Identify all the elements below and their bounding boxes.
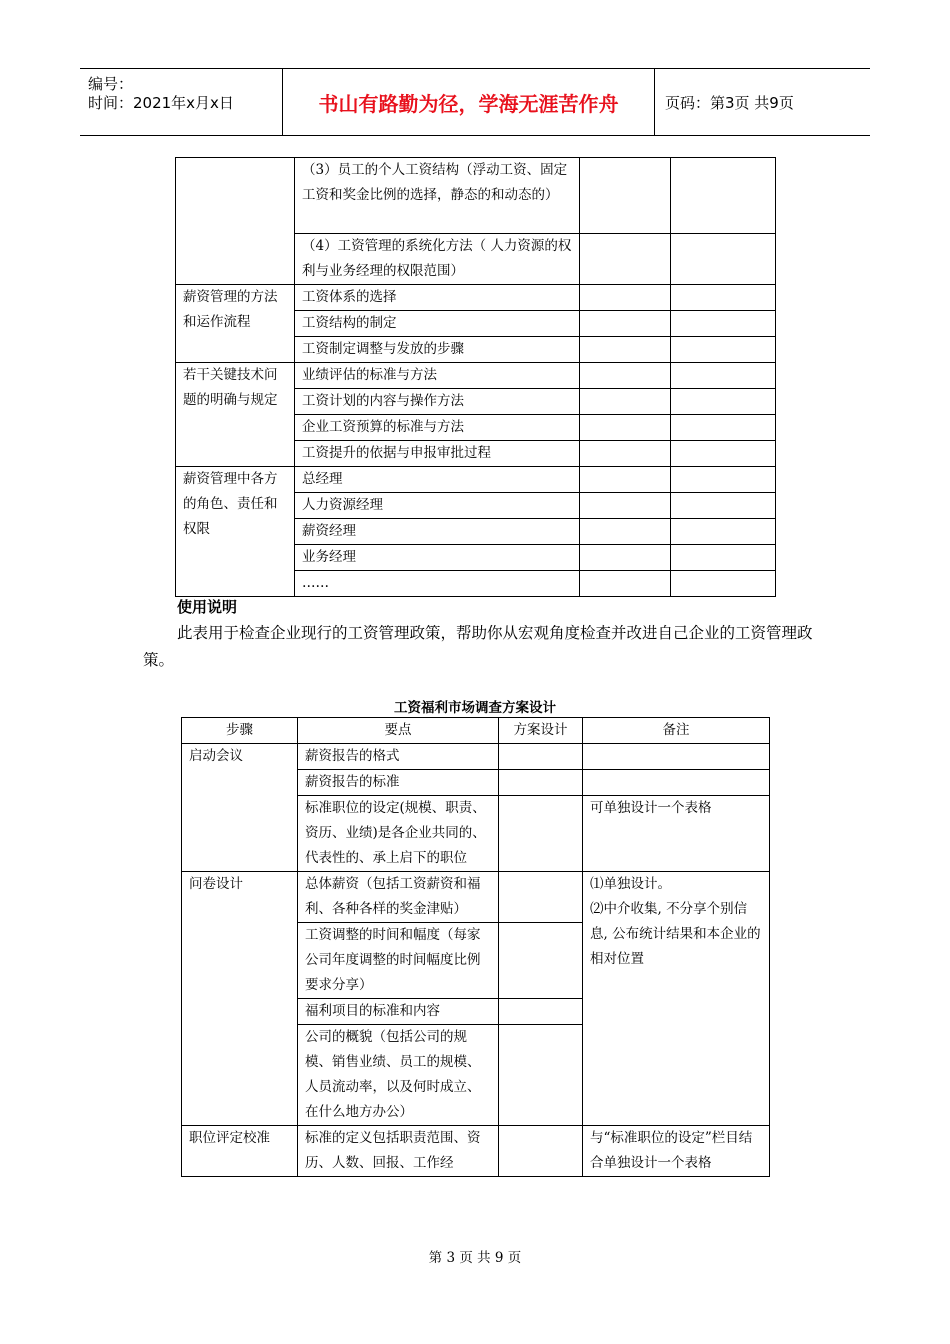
- empty-cell: [580, 415, 671, 441]
- point-cell: 总体薪资（包括工资薪资和福利、各种各样的奖金津贴）: [298, 872, 499, 923]
- item-cell: 工资结构的制定: [295, 311, 580, 337]
- item-cell: 业绩评估的标准与方法: [295, 363, 580, 389]
- table-row: [176, 285, 776, 311]
- empty-cell: [499, 1126, 583, 1177]
- table-row: [176, 158, 776, 234]
- empty-cell: [671, 545, 776, 571]
- item-cell: （4）工资管理的系统化方法（ 人力资源的权利与业务经理的权限范围）: [295, 234, 580, 285]
- survey-plan-table: [181, 717, 770, 1177]
- item-cell: 工资提升的依据与申报审批过程: [295, 441, 580, 467]
- empty-cell: [499, 796, 583, 872]
- empty-cell: [583, 770, 770, 796]
- empty-cell: [671, 337, 776, 363]
- empty-cell: [499, 872, 583, 923]
- survey-table-title: 工资福利市场调查方案设计: [394, 700, 556, 716]
- point-cell: 福利项目的标准和内容: [298, 999, 499, 1025]
- document-number-label: 编号：: [88, 75, 134, 93]
- page-header: [80, 68, 870, 136]
- empty-cell: [671, 441, 776, 467]
- empty-cell: [499, 999, 583, 1025]
- category-cell: [176, 158, 295, 285]
- empty-cell: [580, 441, 671, 467]
- column-header: 步骤: [182, 718, 298, 744]
- table-row: [176, 467, 776, 493]
- empty-cell: [580, 285, 671, 311]
- empty-cell: [499, 770, 583, 796]
- note-cell: [583, 872, 770, 1126]
- empty-cell: [671, 234, 776, 285]
- document-time-label: 时间：2021年x月x日: [88, 94, 234, 112]
- empty-cell: [671, 467, 776, 493]
- empty-cell: [499, 744, 583, 770]
- item-cell: ……: [295, 571, 580, 597]
- item-cell: 工资计划的内容与操作方法: [295, 389, 580, 415]
- empty-cell: [580, 519, 671, 545]
- table-row: [176, 363, 776, 389]
- step-cell: 职位评定校准: [182, 1126, 298, 1177]
- empty-cell: [580, 158, 671, 234]
- note-line: ⑴单独设计。: [590, 876, 671, 892]
- point-cell: 公司的概貌（包括公司的规模、销售业绩、员工的规模、人员流动率，以及何时成立、在什么地方办公）: [298, 1025, 499, 1126]
- step-cell: 问卷设计: [182, 872, 298, 1126]
- item-cell: 总经理: [295, 467, 580, 493]
- point-cell: 薪资报告的标准: [298, 770, 499, 796]
- empty-cell: [580, 545, 671, 571]
- usage-body: 此表用于检查企业现行的工资管理政策，帮助你从宏观角度检查并改进自己企业的工资管理政策。: [143, 624, 813, 669]
- table-row: [182, 744, 770, 770]
- empty-cell: [671, 311, 776, 337]
- empty-cell: [499, 923, 583, 999]
- item-cell: 薪资经理: [295, 519, 580, 545]
- note-cell: 可单独设计一个表格: [583, 796, 770, 872]
- empty-cell: [580, 389, 671, 415]
- empty-cell: [580, 337, 671, 363]
- point-cell: 标准的定义包括职责范围、资历、人数、回报、工作经: [298, 1126, 499, 1177]
- empty-cell: [671, 519, 776, 545]
- empty-cell: [580, 363, 671, 389]
- note-cell: 与“标准职位的设定”栏目结合单独设计一个表格: [583, 1126, 770, 1177]
- salary-policy-table: [175, 157, 776, 597]
- empty-cell: [671, 389, 776, 415]
- empty-cell: [671, 415, 776, 441]
- step-cell: 启动会议: [182, 744, 298, 872]
- usage-title: 使用说明: [177, 598, 238, 616]
- column-header: 要点: [298, 718, 499, 744]
- item-cell: 工资体系的选择: [295, 285, 580, 311]
- empty-cell: [580, 311, 671, 337]
- item-cell: 人力资源经理: [295, 493, 580, 519]
- category-cell: 薪资管理中各方的角色、责任和权限: [176, 467, 295, 597]
- item-cell: 工资制定调整与发放的步骤: [295, 337, 580, 363]
- item-cell: 企业工资预算的标准与方法: [295, 415, 580, 441]
- empty-cell: [671, 571, 776, 597]
- page-footer: 第 3 页 共 9 页: [428, 1250, 522, 1266]
- empty-cell: [583, 744, 770, 770]
- column-header: 方案设计: [499, 718, 583, 744]
- point-cell: 薪资报告的格式: [298, 744, 499, 770]
- point-cell: 工资调整的时间和幅度（每家公司年度调整的时间幅度比例要求分享）: [298, 923, 499, 999]
- empty-cell: [580, 493, 671, 519]
- empty-cell: [671, 493, 776, 519]
- empty-cell: [580, 467, 671, 493]
- header-meta: [80, 69, 283, 135]
- empty-cell: [671, 363, 776, 389]
- header-page-code: 页码：第3页 共9页: [665, 93, 794, 112]
- table-row: [182, 1126, 770, 1177]
- empty-cell: [580, 571, 671, 597]
- empty-cell: [671, 285, 776, 311]
- point-cell: 标准职位的设定(规模、职责、资历、业绩)是各企业共同的、代表性的、承上启下的职位: [298, 796, 499, 872]
- item-cell: 业务经理: [295, 545, 580, 571]
- empty-cell: [671, 158, 776, 234]
- note-line: ⑵中介收集, 不分享个别信息, 公布统计结果和本企业的相对位置: [590, 901, 761, 967]
- category-cell: 薪资管理的方法和运作流程: [176, 285, 295, 363]
- table-header-row: [182, 718, 770, 744]
- table-row: [182, 872, 770, 923]
- empty-cell: [499, 1025, 583, 1126]
- category-cell: 若干关键技术问题的明确与规定: [176, 363, 295, 467]
- column-header: 备注: [583, 718, 770, 744]
- item-cell: （3）员工的个人工资结构（浮动工资、固定工资和奖金比例的选择，静态的和动态的）: [295, 158, 580, 234]
- header-motto: 书山有路勤为径，学海无涯苦作舟: [283, 69, 655, 135]
- empty-cell: [580, 234, 671, 285]
